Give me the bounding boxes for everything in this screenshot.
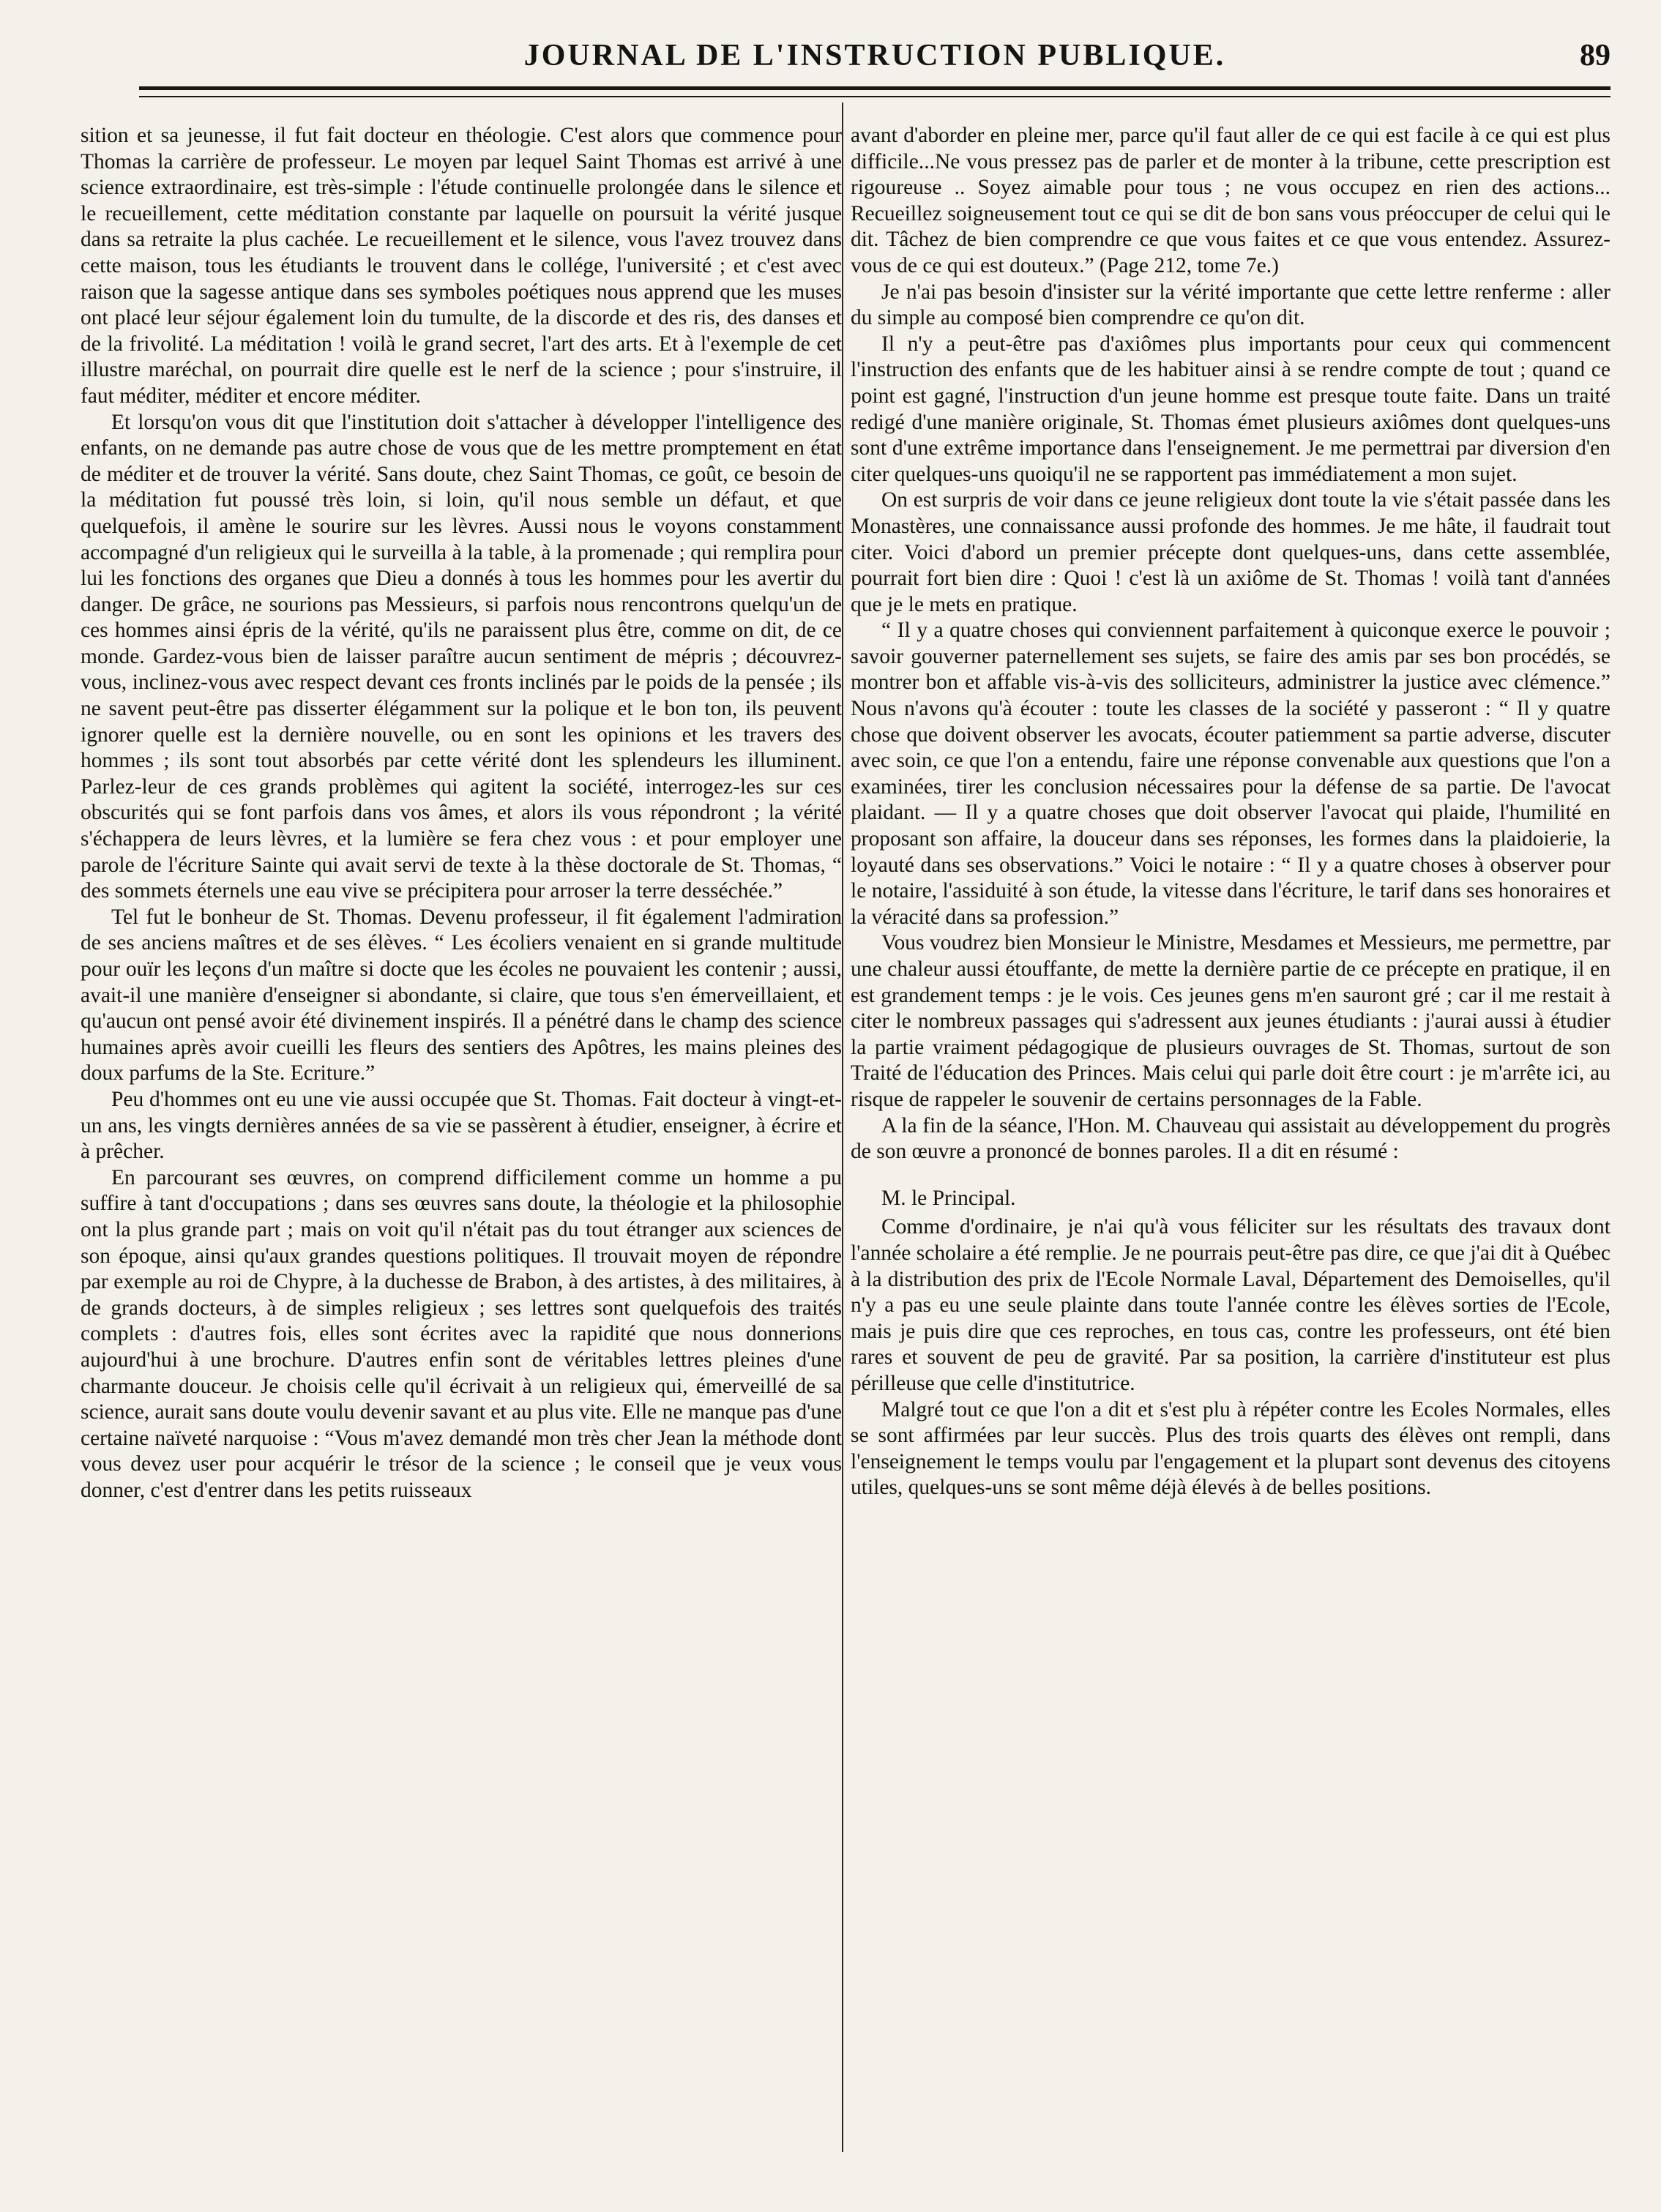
paragraph: sition et sa jeunesse, il fut fait docteur en théologie. C'est alors que commence pour Thomas la carrière de professeur. Le moyen par lequel Saint Thomas est arrivé à une science extraordinaire, est très-simple : l'étude continuelle prolongée dans le silence et le recueillement, cette méditation constante par laquelle on poursuit la vérité jusque dans sa retraite la plus cachée. Le recueillement et le silence, vous l'avez trouvez dans cette maison, tous les étudiants le trouvent dans le collége, l'université ; et c'est avec raison que la sagesse antique dans ses symboles poétiques nous apprend que les muses ont placé leur séjour également loin du tumulte, de la discorde et des ris, des danses et de la frivolité. La méditation ! voilà le grand secret, l'art des arts. Et à l'exemple de cet illustre maréchal, on pourrait dire quelle est le nerf de la science ; pour s'instruire, il faut méditer, méditer et encore méditer.	[81, 124, 842, 408]
paragraph: En parcourant ses œuvres, on comprend difficilement comme un homme a pu suffire à tant d'occupations ; dans ses œuvres sans doute, la théologie et la philosophie ont la plus grande part ; mais on voit qu'il n'était pas du tout étranger aux sciences de son époque, ainsi qu'aux grandes questions politiques. Il trouvait moyen de répondre par exemple au roi de Chypre, à la duchesse de Brabon, à des artistes, à des militaires, à de grands docteurs, à de simples religieux ; ses lettres sont quelquefois des traités complets : d'autres fois, elles sont écrites avec la rapidité que nous donnerions aujourd'hui à une brochure. D'autres enfin sont de véritables lettres pleines d'une charmante douceur. Je choisis celle qu'il écrivait à un religieux qui, émerveillé de sa science, aurait sans doute voulu devenir savant et au plus vite. Elle ne manque pas d'une certaine naïveté narquoise : “Vous m'avez demandé mon très cher Jean la méthode dont vous devez user pour acquérir le trésor de la science ; le conseil que je veux vous donner, c'est d'entrer dans les petits ruisseaux	[81, 1165, 842, 1502]
paragraph: Et lorsqu'on vous dit que l'institution doit s'attacher à développer l'intelligence des enfants, on ne demande pas autre chose de vous que de les mettre promptement en état de méditer et de trouver la vérité. Sans doute, chez Saint Thomas, ce goût, ce besoin de la méditation fut poussé très loin, si loin, qu'il nous semble un défaut, et que quelquefois, il amène le sourire sur les lèvres. Aussi nous le voyons constamment accompagné d'un religieux qui le surveilla à la table, à la promenade ; qui remplira pour lui les fonctions des organes que Dieu a donnés à tous les hommes pour les avertir du danger. De grâce, ne sourions pas Messieurs, si parfois nous rencontrons quelqu'un de ces hommes ainsi épris de la vérité, qu'ils ne paraissent plus être, comme on dit, de ce monde. Gardez-vous bien de laisser paraître aucun sentiment de mépris ; découvrez-vous, inclinez-vous avec respect devant ces fronts inclinés par le poids de la pensée ; ils ne savent peut-être pas disserter élégamment sur la polique et le bon ton, ils peuvent ignorer quelle est la dernière nouvelle, ou en sont les opinions et les travers des hommes ; ils sont tout absorbés par cette vérité dont les splendeurs les illuminent. Parlez-leur de ces grands problèmes qui agitent la société, interrogez-les sur ces obscurités qui se font parfois dans vos âmes, et alors ils vous répondront ; la vérité s'échappera de leurs lèvres, et la lumière se fera chez vous : et pour employer une parole de l'écriture Sainte qui avait servi de texte à la thèse doctorale de St. Thomas, “ des sommets éternels une eau vive se précipitera pour arroser la terre desséchée.”	[81, 410, 842, 903]
column-divider	[842, 102, 843, 2152]
paragraph: Peu d'hommes ont eu une vie aussi occupée que St. Thomas. Fait docteur à vingt-et-un ans, les vingts dernières années de sa vie se passèrent à étudier, enseigner, à écrire et à prêcher.	[81, 1087, 842, 1164]
page-number: 89	[1580, 39, 1610, 72]
left-column	[81, 123, 842, 2143]
paragraph: Tel fut le bonheur de St. Thomas. Devenu professeur, il fit également l'admiration de ses anciens maîtres et de ses élèves. “ Les écoliers venaient en si grande multitude pour ouïr les leçons d'un maître si docte que les écoles ne pouvaient les contenir ; aussi, avait-il une manière d'enseigner si abondante, si claire, que tous s'en émerveillaient, et qu'aucun ont pensé avoir été divinement inspirés. Il a pénétré dans le champ des science humaines après avoir cueilli les fleurs des sentiers des Apôtres, les mains pleines des doux parfums de la Ste. Ecriture.”	[81, 905, 842, 1086]
header-rule-thick	[139, 86, 1610, 90]
running-head	[139, 38, 1610, 82]
right-column	[851, 123, 1610, 2143]
header-rule-thin	[139, 96, 1610, 97]
paragraph: On est surpris de voir dans ce jeune religieux dont toute la vie s'était passée dans les Monastères, une connaissance aussi profonde des hommes. Je me hâte, il faudrait tout citer. Voici d'abord un premier précepte dont quelques-uns, dans cette assemblée, pourrait fort bien dire : Quoi ! c'est là un axiôme de St. Thomas ! voilà tant d'années que je le mets en pratique.	[851, 488, 1610, 616]
salutation: M. le Principal.	[881, 1186, 1016, 1210]
paragraph: Malgré tout ce que l'on a dit et s'est plu à répéter contre les Ecoles Normales, elles se sont affirmées par leur succès. Plus des trois quarts des élèves ont rempli, dans l'enseignement le temps voulu par l'engagement et la plupart sont devenus des citoyens utiles, quelques-uns se sont même déjà élevés à de belles positions.	[851, 1397, 1610, 1500]
paragraph: A la fin de la séance, l'Hon. M. Chauveau qui assistait au développement du progrès de son œuvre a prononcé de bonnes paroles. Il a dit en résumé :	[851, 1113, 1610, 1164]
paragraph: Comme d'ordinaire, je n'ai qu'à vous féliciter sur les résultats des travaux dont l'année scholaire a été remplie. Je ne pourrais peut-être pas dire, ce que j'ai dit à Québec à la distribution des prix de l'Ecole Normale Laval, Département des Demoiselles, qu'il n'y a pas eu une seule plainte dans toute l'année contre les élèves sorties de l'Ecole, mais je puis dire que ces reproches, en tous cas, contre les professeurs, ont été bien rares et souvent de peu de gravité. Par sa position, la carrière d'instituteur est plus périlleuse que celle d'institutrice.	[851, 1215, 1610, 1395]
paragraph: avant d'aborder en pleine mer, parce qu'il faut aller de ce qui est facile à ce qui est plus difficile...Ne vous pressez pas de parler et de monter à la tribune, cette prescription est rigoureuse .. Soyez aimable pour tous ; ne vous occupez en rien des actions... Recueillez soigneusement tout ce qui se dit de bon sans vous préoccuper de celui qui le dit. Tâchez de bien comprendre ce que vous faites et ce que vous entendez. Assurez-vous de ce qui est douteux.” (Page 212, tome 7e.)	[851, 124, 1610, 277]
paragraph: Il n'y a peut-être pas d'axiômes plus importants pour ceux qui commencent l'instruction des enfants que de les habituer ainsi à se rendre compte de tout ; quand ce point est gagné, l'instruction d'un jeune homme est presque toute faite. Dans un traité redigé d'une manière originale, St. Thomas émet plusieurs axiômes dont quelques-uns sont d'une extrême importance dans l'enseignement. Je me permettrai par diversion d'en citer quelques-uns quoiqu'il ne se rapportent pas immédiatement a mon sujet.	[851, 332, 1610, 486]
paragraph: Vous voudrez bien Monsieur le Ministre, Mesdames et Messieurs, me permettre, par une chaleur aussi étouffante, de mette la dernière partie de ce précepte en pratique, il en est grandement temps : je le vois. Ces jeunes gens m'en sauront gré ; car il me restait à citer le nombreux passages qui s'adressent aux jeunes étudiants : j'aurai aussi à étudier la partie vraiment pédagogique de plusieurs ouvrages de St. Thomas, surtout de son Traité de l'éducation des Princes. Mais celui qui parle doit être court : je m'arrête ici, au risque de rappeler le souvenir de certains personnages de la Fable.	[851, 931, 1610, 1111]
paragraph: “ Il y a quatre choses qui conviennent parfaitement à quiconque exerce le pouvoir ; savoir gouverner paternellement ses sujets, se faire des amis par ses bon procédés, se montrer bon et affable vis-à-vis des solliciteurs, administrer la justice avec clémence.” Nous n'avons qu'à écouter : toute les classes de la société y passeront : “ Il y quatre chose que doivent observer les avocats, écouter patiemment sa partie adverse, discuter avec soin, ce que l'on a entendu, faire une réponse convenable aux questions que l'on a examinées, tirer les conclusion nécessaires pour la défense de sa partie. De l'avocat plaidant. — Il y a quatre choses que doit observer l'avocat qui plaide, l'humilité en proposant son affaire, la douceur dans ses réponses, les formes dans la plaidoierie, la loyauté dans ses observations.” Voici le notaire : “ Il y a quatre choses à observer pour le notaire, l'assiduité à son étude, la vitesse dans l'écriture, le tarif dans ses honoraires et la véracité dans sa profession.”	[851, 619, 1610, 929]
paragraph: Je n'ai pas besoin d'insister sur la vérité importante que cette lettre renferme : aller du simple au composé bien comprendre ce qu'on dit.	[851, 280, 1610, 330]
journal-title: JOURNAL DE L'INSTRUCTION PUBLIQUE.	[523, 39, 1226, 72]
